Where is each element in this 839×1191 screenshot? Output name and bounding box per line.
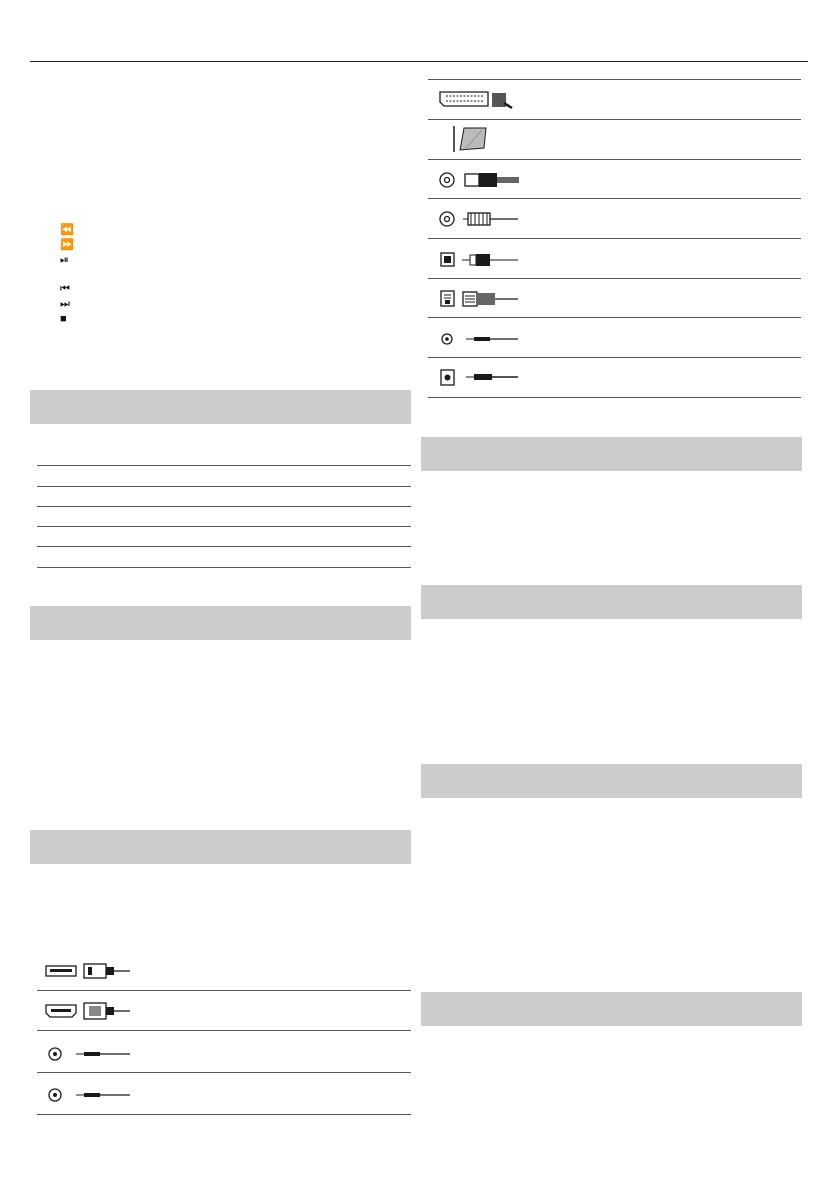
play-pause-icon: ⏯	[60, 254, 69, 266]
hdmi-port-icon	[44, 1000, 134, 1022]
table-rule	[37, 1114, 411, 1115]
table-rule	[428, 198, 801, 199]
antenna-coaxial-port-icon	[438, 168, 523, 192]
section-header-band-5	[421, 585, 802, 619]
table-rule	[428, 278, 801, 279]
table-rule	[428, 119, 801, 120]
minijack-port-icon	[44, 1084, 134, 1106]
headphone-jack-icon	[438, 328, 523, 352]
next-icon: ⏭	[60, 298, 70, 310]
table-rule	[428, 397, 801, 398]
fast-forward-icon: ⏩	[60, 239, 74, 251]
table-rule	[37, 990, 411, 991]
section-header-band-7	[421, 992, 802, 1026]
rewind-icon: ⏪	[60, 224, 74, 236]
ci-card-slot-icon	[450, 124, 500, 154]
table-rule	[37, 465, 411, 466]
stop-icon: ■	[60, 313, 67, 325]
lan-port-icon	[438, 287, 523, 311]
table-rule	[428, 79, 801, 80]
previous-icon: ⏮	[60, 283, 70, 295]
top-rule	[30, 61, 808, 62]
table-rule	[428, 357, 801, 358]
table-rule	[428, 317, 801, 318]
table-rule	[428, 159, 801, 160]
table-rule	[37, 506, 411, 507]
usb-port-icon	[44, 960, 134, 982]
section-header-band-4	[421, 437, 802, 471]
table-rule	[37, 546, 411, 547]
section-header-band-1	[30, 390, 411, 424]
table-rule	[37, 486, 411, 487]
optical-audio-port-icon	[438, 248, 523, 272]
table-rule	[37, 526, 411, 527]
table-rule	[37, 1072, 411, 1073]
av-minijack-port-icon	[438, 366, 523, 390]
table-rule	[37, 567, 411, 568]
section-header-band-3	[30, 830, 411, 864]
satellite-f-port-icon	[438, 207, 523, 231]
table-rule	[37, 1030, 411, 1031]
scart-port-icon	[438, 88, 523, 112]
table-rule	[428, 238, 801, 239]
minijack-port-icon	[44, 1043, 134, 1065]
section-header-band-2	[30, 606, 411, 640]
section-header-band-6	[421, 764, 802, 798]
